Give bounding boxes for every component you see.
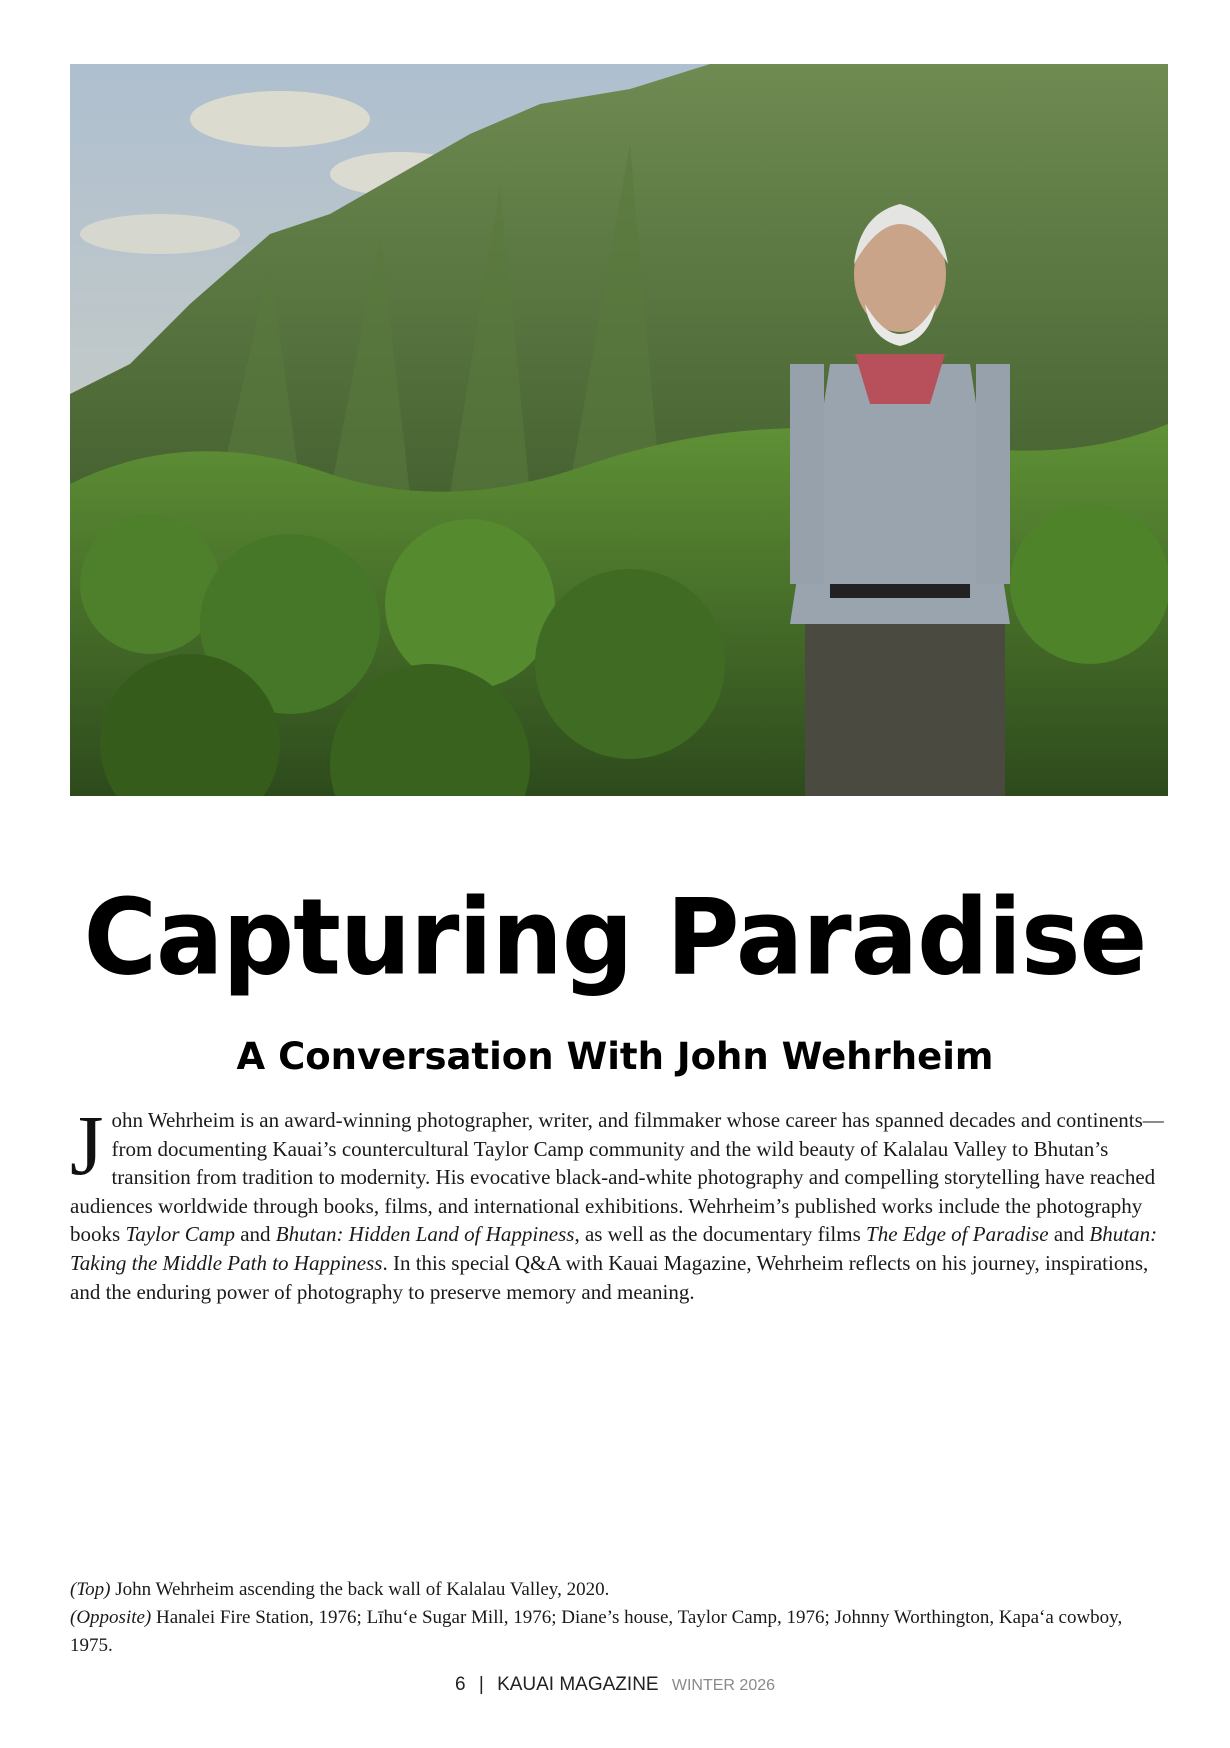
magazine-name: KAUAI MAGAZINE	[497, 1674, 659, 1695]
intro-text: and	[1048, 1222, 1090, 1247]
hero-photo-illustration	[70, 64, 1168, 796]
caption-top	[70, 1576, 1168, 1604]
hero-photo	[70, 64, 1168, 796]
footer-separator: |	[478, 1674, 484, 1695]
caption-opposite-label: (Opposite)	[70, 1607, 152, 1628]
photo-captions	[70, 1576, 1168, 1660]
caption-opposite-text: Hanalei Fire Station, 1976; Līhuʻe Sugar Mill, 1976; Diane’s house, Taylor Camp, 1976; Johnny Worthington, Kapaʻa cowboy, 1975.	[70, 1607, 1123, 1656]
caption-top-text: John Wehrheim ascending the back wall of Kalalau Valley, 2020.	[110, 1579, 610, 1600]
intro-text: , as well as the documentary films	[574, 1222, 867, 1247]
intro-text: ohn Wehrheim is an award-winning photographer, writer, and filmmaker whose career has spanned decades and continents—from documenting Kauai’s countercultural Taylor Camp community and the wild beauty of Kalalau Valley to Bhutan’s transition from tradition to modernity. His evocative black-and-white photography and compelling storytelling have reached audiences worldwide through books, films, and international exhibitions. Wehrheim’s published works include the photography books	[70, 1108, 1164, 1247]
book-title-taylor-camp: Taylor Camp	[125, 1222, 235, 1247]
film-title-edge-of-paradise: The Edge of Paradise	[866, 1222, 1049, 1247]
caption-top-label: (Top)	[70, 1579, 111, 1600]
article-intro	[70, 1097, 1168, 1306]
issue-season: WINTER 2026	[671, 1677, 776, 1694]
page-footer	[0, 1674, 1230, 1696]
article-subtitle: A Conversation With John Wehrheim	[236, 1035, 994, 1078]
book-title-bhutan: Bhutan: Hidden Land of Happiness	[275, 1222, 575, 1247]
intro-text: and	[234, 1222, 276, 1247]
intro-text: . In this special Q&A with Kauai Magazine, Wehrheim reflects on his journey, inspirations, and the enduring power of photography to preserve memory and meaning.	[70, 1250, 1149, 1304]
film-title-bhutan: Bhutan: Taking the Middle Path to Happiness	[70, 1222, 1158, 1275]
page-number: 6	[454, 1674, 466, 1695]
article-title: Capturing Paradise	[83, 876, 1147, 999]
caption-opposite	[70, 1604, 1168, 1660]
drop-cap: J	[70, 1097, 104, 1193]
